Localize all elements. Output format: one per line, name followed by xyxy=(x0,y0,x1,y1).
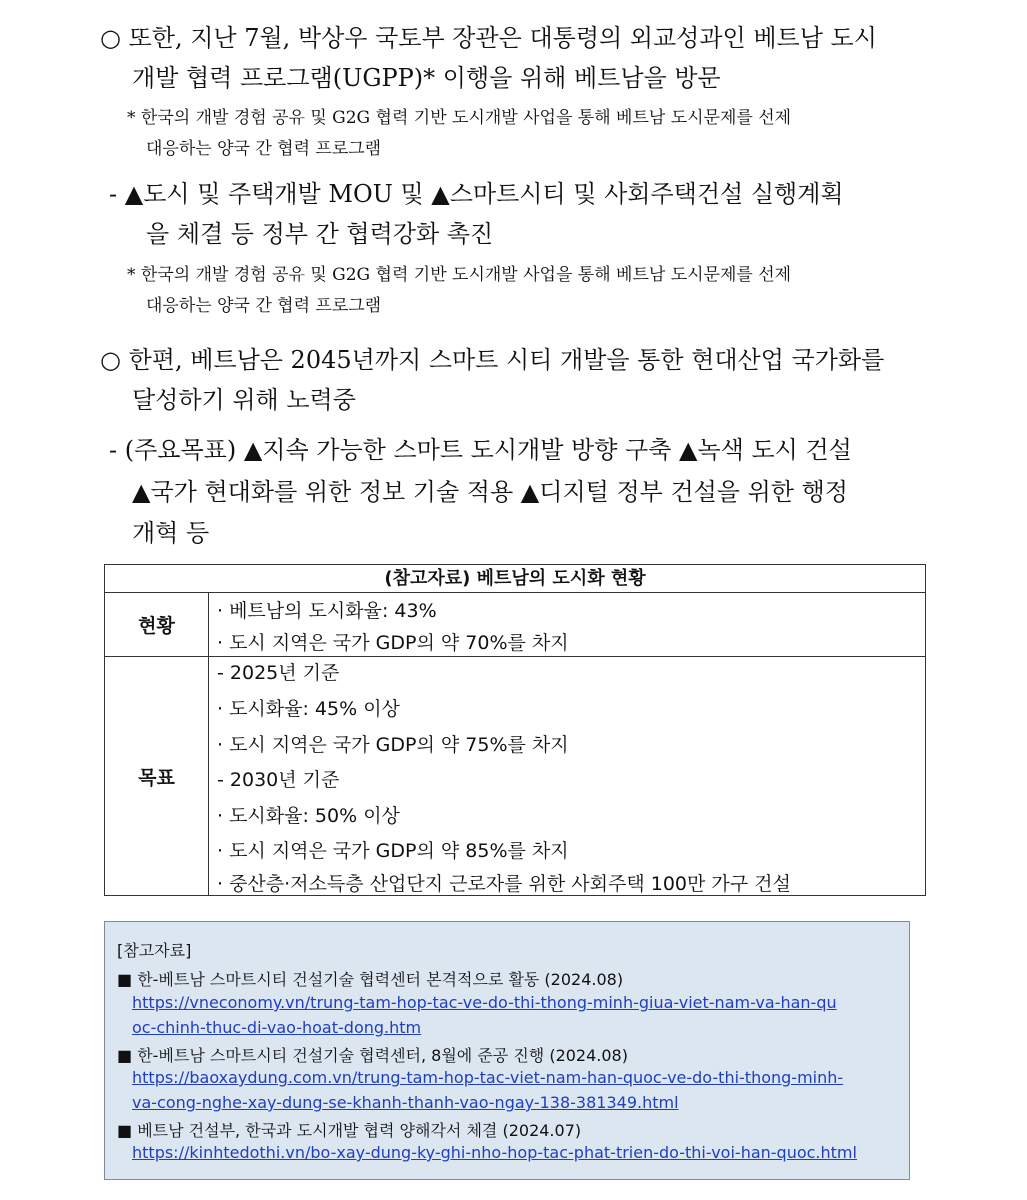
footnote-line: * 한국의 개발 경험 공유 및 G2G 협력 기반 도시개발 사업을 통해 베트남 도시문제를 선제 xyxy=(127,108,792,128)
table-cell-item: · 도시 지역은 국가 GDP의 약 75%를 차지 xyxy=(217,734,569,756)
table-cell xyxy=(209,592,925,656)
table-row-header: 목표 xyxy=(105,656,209,896)
bullet-paragraph-line: 개발 협력 프로그램(UGPP)* 이행을 위해 베트남을 방문 xyxy=(132,64,721,92)
bullet-paragraph-line: 달성하기 위해 노력중 xyxy=(132,386,356,414)
dash-paragraph-line: ▲국가 현대화를 위한 정보 기술 적용 ▲디지털 정부 건설을 위한 행정 xyxy=(132,478,848,506)
footnote-line: * 한국의 개발 경험 공유 및 G2G 협력 기반 도시개발 사업을 통해 베트남 도시문제를 선제 xyxy=(127,265,792,285)
table-row-goals xyxy=(105,656,925,896)
table-cell-item: · 도시화율: 50% 이상 xyxy=(217,805,400,827)
dash-paragraph-line: - ▲도시 및 주택개발 MOU 및 ▲스마트시티 및 사회주택건설 실행계획 xyxy=(109,180,844,208)
table-cell-item: - 2025년 기준 xyxy=(217,662,340,684)
table-cell-item: · 도시 지역은 국가 GDP의 약 70%를 차지 xyxy=(217,632,569,654)
reference-link[interactable]: oc-chinh-thuc-di-vao-hoat-dong.htm xyxy=(132,1018,422,1037)
reference-item-label: ■ 한-베트남 스마트시티 건설기술 협력센터, 8월에 준공 진행 (2024.08) xyxy=(117,1046,628,1065)
dash-paragraph-line: - (주요목표) ▲지속 가능한 스마트 도시개발 방향 구축 ▲녹색 도시 건설 xyxy=(109,436,852,464)
reference-title: [참고자료] xyxy=(117,941,192,960)
table-caption: (참고자료) 베트남의 도시화 현황 xyxy=(105,565,925,593)
reference-link[interactable]: https://kinhtedothi.vn/bo-xay-dung-ky-ghi-nho-hop-tac-phat-trien-do-thi-voi-han-quoc.html xyxy=(132,1143,857,1162)
dash-paragraph-line: 개혁 등 xyxy=(132,519,210,547)
reference-link[interactable]: https://baoxaydung.com.vn/trung-tam-hop-tac-viet-nam-han-quoc-ve-do-thi-thong-minh- xyxy=(132,1068,844,1087)
table-row-status xyxy=(105,592,925,657)
reference-item-label: ■ 베트남 건설부, 한국과 도시개발 협력 양해각서 체결 (2024.07) xyxy=(117,1121,582,1140)
table-cell-item: · 중산층·저소득층 산업단지 근로자를 위한 사회주택 100만 가구 건설 xyxy=(217,873,791,895)
bullet-paragraph-line: ○ 또한, 지난 7월, 박상우 국토부 장관은 대통령의 외교성과인 베트남 도시 xyxy=(100,24,877,52)
table-cell-item: · 베트남의 도시화율: 43% xyxy=(217,600,437,622)
table-cell xyxy=(209,656,925,896)
reference-link[interactable]: va-cong-nghe-xay-dung-se-khanh-thanh-vao-ngay-138-381349.html xyxy=(132,1093,679,1112)
table-row-header: 현황 xyxy=(105,592,209,656)
bullet-paragraph-line: ○ 한편, 베트남은 2045년까지 스마트 시티 개발을 통한 현대산업 국가화를 xyxy=(100,346,885,374)
reference-item-label: ■ 한-베트남 스마트시티 건설기술 협력센터 본격적으로 활동 (2024.08) xyxy=(117,970,624,989)
dash-paragraph-line: 을 체결 등 정부 간 협력강화 촉진 xyxy=(146,220,494,248)
reference-link[interactable]: https://vneconomy.vn/trung-tam-hop-tac-ve-do-thi-thong-minh-giua-viet-nam-va-han-qu xyxy=(132,993,837,1012)
table-cell-item: · 도시 지역은 국가 GDP의 약 85%를 차지 xyxy=(217,840,569,862)
table-cell-item: · 도시화율: 45% 이상 xyxy=(217,698,400,720)
footnote-line: 대응하는 양국 간 협력 프로그램 xyxy=(146,139,382,159)
urbanization-table xyxy=(104,564,926,896)
footnote-line: 대응하는 양국 간 협력 프로그램 xyxy=(146,296,382,316)
reference-box xyxy=(104,921,910,1180)
table-cell-item: - 2030년 기준 xyxy=(217,769,340,791)
